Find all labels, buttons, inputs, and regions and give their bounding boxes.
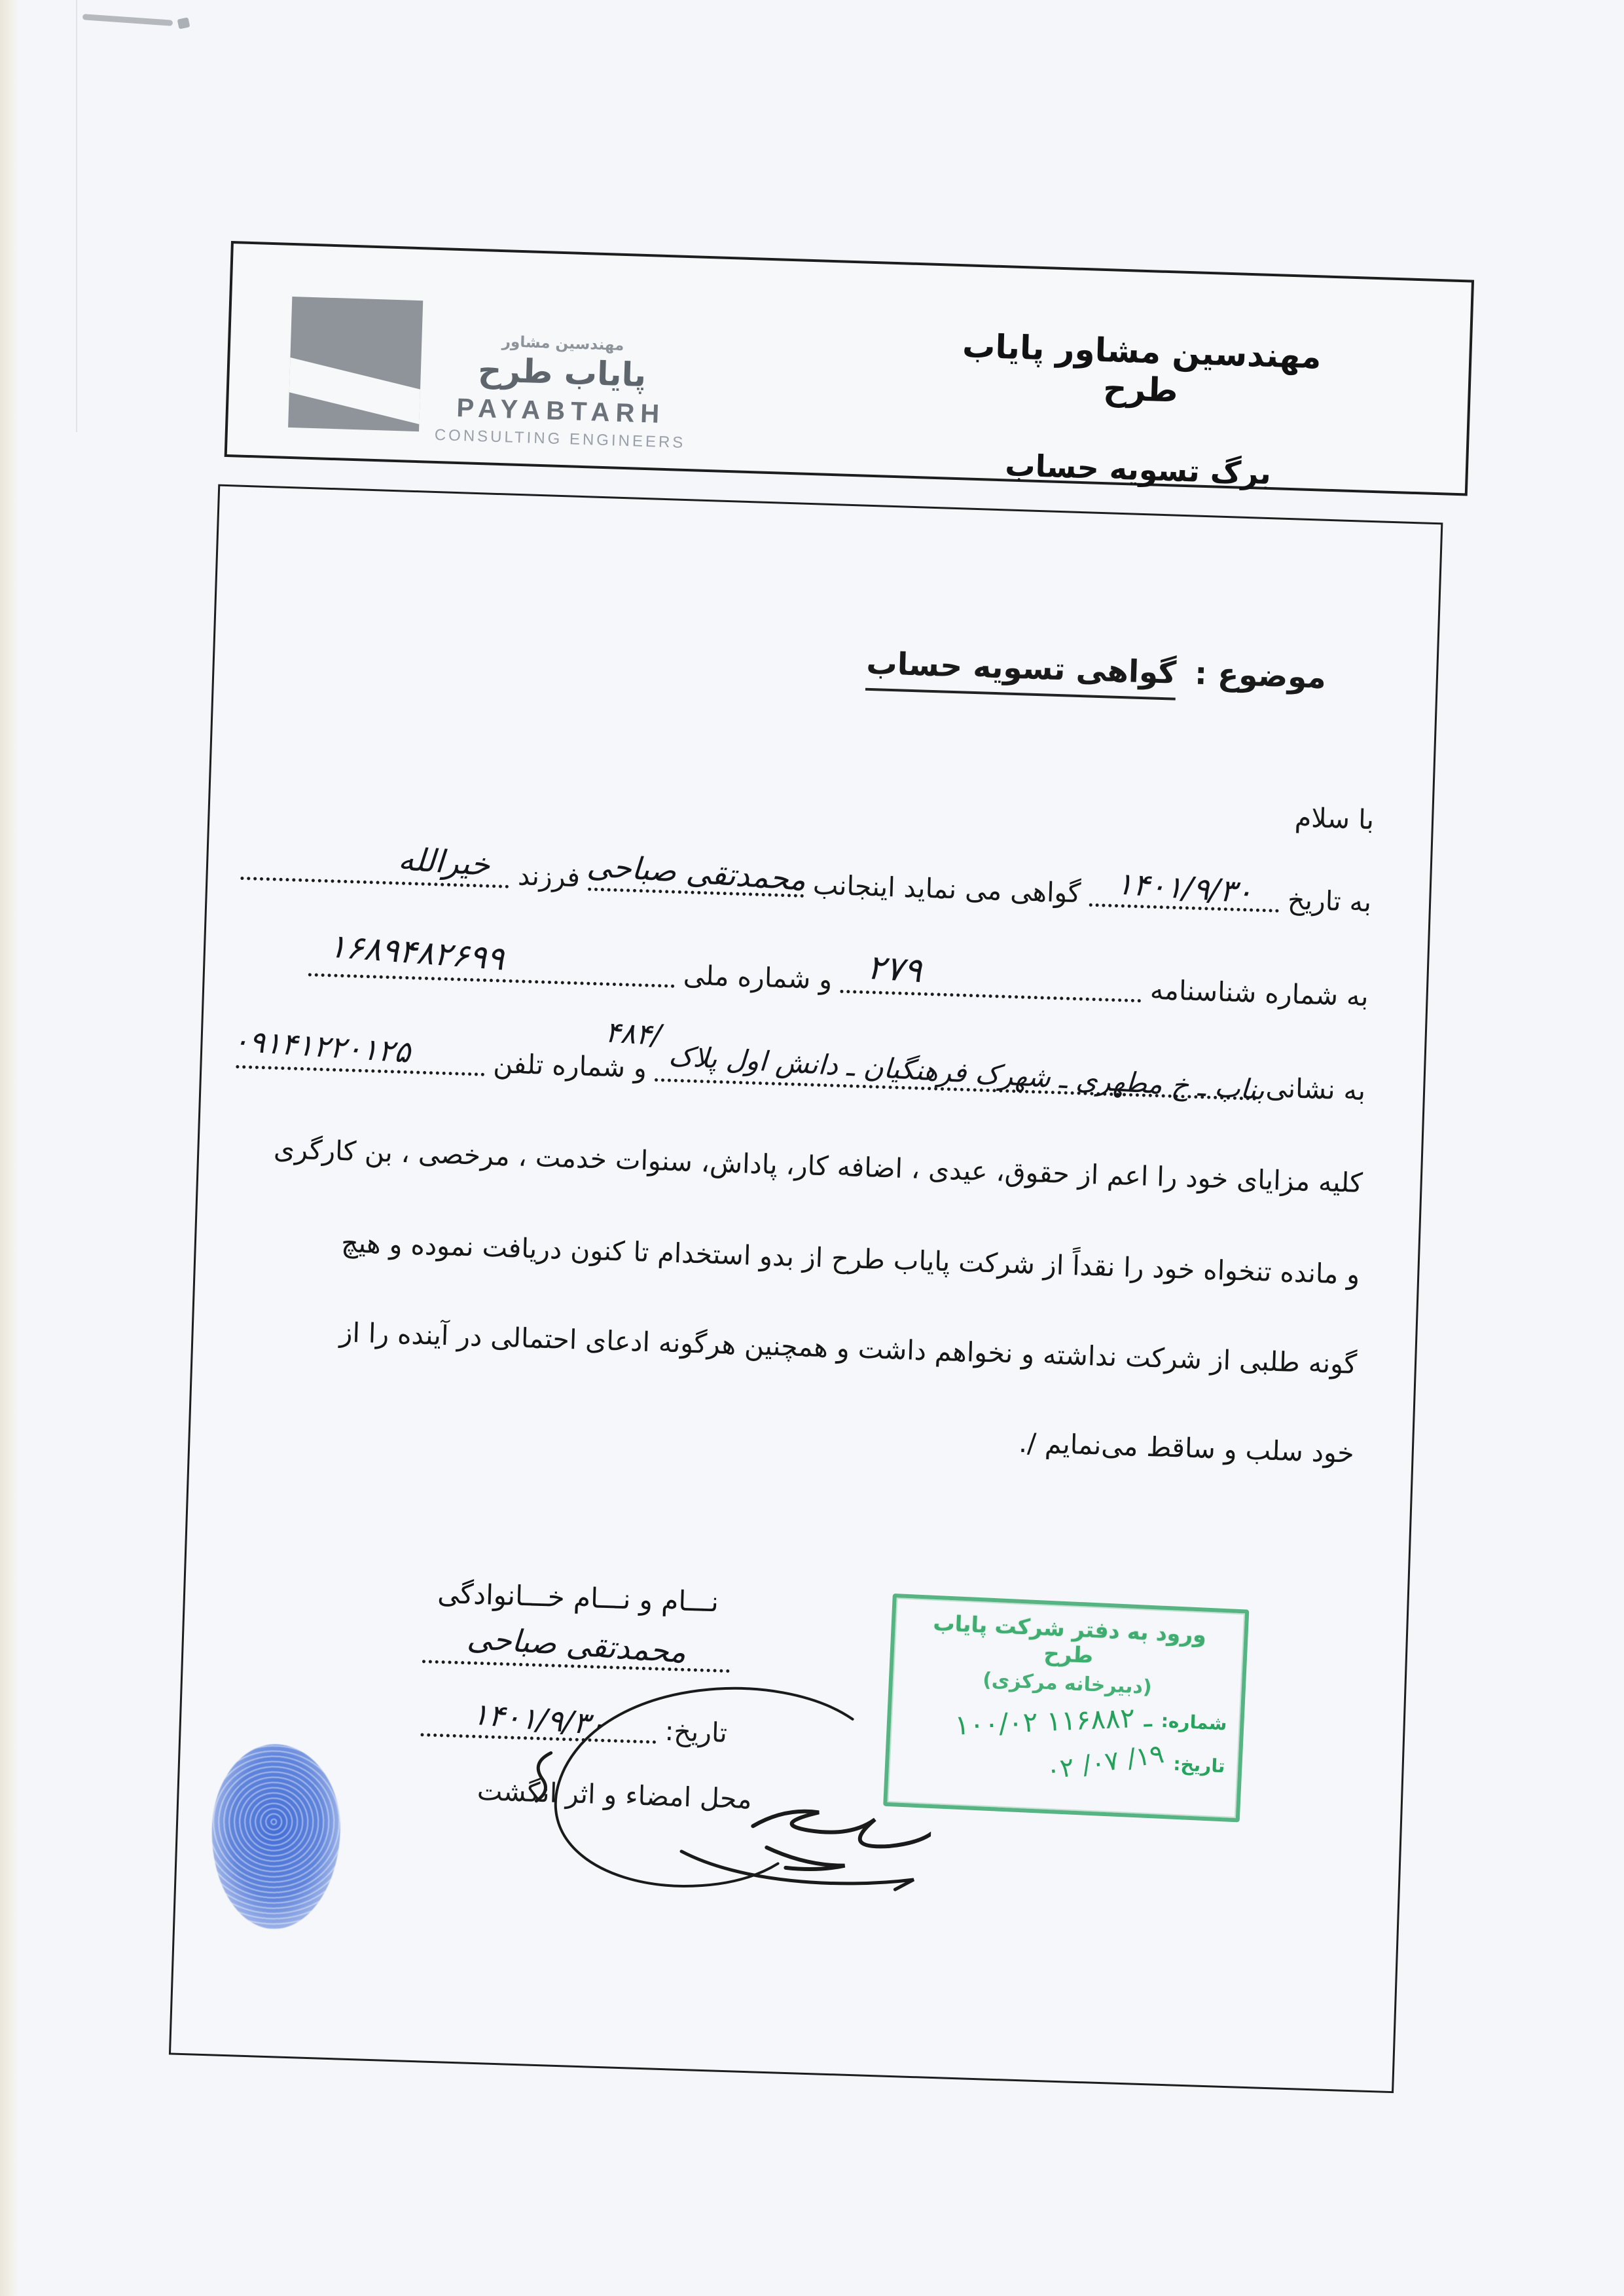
fill-line-address (604, 1015, 1266, 1106)
handwritten-signoff-name: محمدتقی صباحی (465, 1620, 687, 1671)
handwritten-phone: ۰۹۱۴۱۲۲۰۱۲۵ (231, 1022, 412, 1070)
handwritten-signature (484, 1674, 935, 1904)
company-logo (287, 297, 689, 452)
declaration-line-1: کلیه مزایای خود را اعم از حقوق، عیدی ، اضافه کار، پاداش، سنوات خدمت ، مرخصی ، بن کارگری (273, 1133, 1363, 1199)
paper-edge-strip (0, 0, 18, 2296)
label-national-id: و شماره ملی (683, 959, 833, 996)
logo-text-block (434, 301, 689, 452)
logo-swoosh-shape (288, 354, 423, 431)
handwritten-plate-number: ۴۸۴/ (604, 1015, 662, 1053)
scan-mark (82, 14, 173, 26)
logo-mark-icon (288, 297, 423, 431)
logo-latin-subtitle: CONSULTING ENGINEERS (434, 426, 686, 452)
stamp-date-row (902, 1738, 1226, 1786)
letterhead-titles (925, 326, 1355, 494)
declaration-line-2: و مانده تنخواه خود را نقداً از شرکت پایاب طرح از بدو استخدام تا کنون دریافت نموده و هیچ (340, 1227, 1361, 1290)
fill-line-date (1089, 866, 1279, 913)
fingerprint-stamp (209, 1742, 343, 1931)
letterhead-box (225, 241, 1474, 496)
fill-line-name (586, 847, 808, 898)
fill-line-id (840, 947, 1142, 1002)
stamp-subtitle: (دبیرخانه مرکزی) (982, 1668, 1153, 1700)
salutation: با سلام (1294, 801, 1375, 836)
name-surname-label: نـــام و نـــام خـــانوادگی (437, 1576, 719, 1618)
handwritten-signoff-date: ۱۴۰۱/۹/۳۰ (471, 1696, 607, 1743)
label-address: به نشانی (1265, 1072, 1366, 1107)
row-id-numbers (308, 926, 1369, 1013)
stamp-number-label: شماره: (1161, 1709, 1228, 1735)
row-date-name (241, 841, 1372, 919)
fill-line-signoff-name (422, 1620, 730, 1673)
handwritten-name: محمدتقی صباحی (586, 847, 808, 898)
signature-place-label: محل امضاء و اثر انگشت (477, 1774, 753, 1815)
fill-line-national-id (308, 926, 675, 988)
company-title: مهندسین مشاور پایاب طرح (962, 327, 1322, 410)
form-title: برگ تسویه حساب (1004, 447, 1272, 492)
scan-mark (177, 17, 190, 29)
handwritten-father-name: خیرالله (397, 841, 492, 884)
logo-persian-small: مهندسین مشاور (501, 333, 624, 354)
label-certifies: گواهی می نماید اینجانب (812, 869, 1081, 909)
stamp-number-value: ۱۰۰/۰۲ ـ ۱۱۶۸۸۲ (954, 1701, 1153, 1741)
stamp-number-row (903, 1698, 1227, 1745)
subject-label: موضوع : (1194, 655, 1327, 696)
handwritten-address-text: بناب ـ خ مطهری ـ شهرک فرهنگیان ـ دانش اول پلاک (668, 1040, 1266, 1106)
fill-line-phone (231, 1022, 484, 1076)
logo-persian-large: پایاب طرح (477, 350, 647, 395)
declaration-line-3: گونه طلبی از شرکت نداشته و نخواهم داشت و همچنین هرگونه ادعای احتمالی در آینده را از (339, 1317, 1358, 1380)
handwritten-national-id: ۱۶۸۹۴۸۲۶۹۹ (327, 926, 506, 978)
label-birth-certificate-no: به شماره شناسنامه (1149, 974, 1369, 1013)
subject-line (866, 646, 1327, 696)
label-date: به تاریخ (1287, 884, 1372, 919)
form-body-box (169, 484, 1443, 2094)
label-child-of: فرزند (517, 860, 581, 894)
handwritten-address (604, 1015, 1266, 1106)
subject-value: گواهی تسویه حساب (865, 646, 1176, 701)
handwritten-date: ۱۴۰۱/۹/۳۰ (1115, 866, 1254, 911)
label-phone: و شماره تلفن (492, 1048, 647, 1084)
fill-line-father (241, 841, 509, 888)
stamp-title: ورود به دفتر شرکت پایاب طرح (932, 1609, 1207, 1668)
office-entry-stamp (883, 1594, 1249, 1822)
document (174, 241, 1474, 2094)
logo-latin-name: PAYABTARH (456, 393, 666, 429)
declaration-line-4: خود سلب و ساقط می‌نمایم /. (1018, 1427, 1355, 1469)
handwritten-id-number: ۲۷۹ (865, 947, 924, 991)
stamp-date-label: تاریخ: (1172, 1753, 1226, 1777)
stamp-date-value: ۰۲ /۰۷ /۱۹ (1043, 1738, 1166, 1786)
date-label: تاریخ: (664, 1715, 728, 1749)
signoff-name-line (406, 1620, 746, 1673)
row-address-phone (231, 1015, 1366, 1107)
paper-crease (76, 0, 77, 432)
